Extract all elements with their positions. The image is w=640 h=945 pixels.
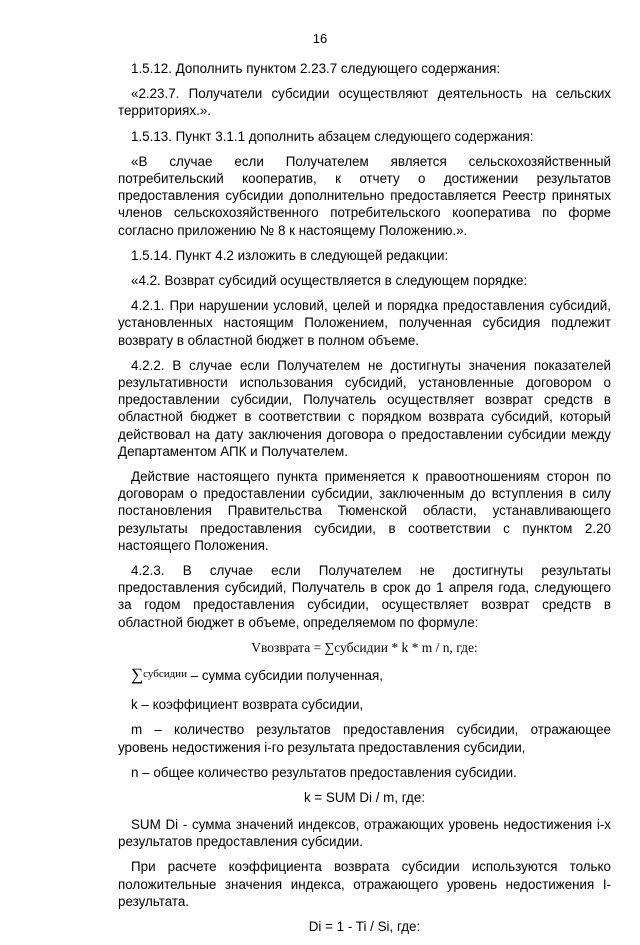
sigma-symbol: ∑ (131, 664, 144, 684)
paragraph-sigma-definition (118, 666, 611, 684)
paragraph-m-definition: m – количество результатов предоставления субсидии, отражающее уровень недостижения i-го результата предоставления субсидии, (118, 722, 611, 755)
document-body (118, 60, 611, 945)
formula-k: k = SUM Di / m, где: (303, 789, 426, 805)
paragraph-applicability: Действие настоящего пункта применяется к правоотношениям сторон по договорам о предоставлении субсидии, заключенным до вступления в силу постановления Правительства Тюменской области, устанавливающего результаты предоставления субсидии, в соответствии с пунктом 2.20 настоящего Положения. (118, 469, 611, 553)
paragraph-k-definition: k – коэффициент возврата субсидии, (131, 697, 364, 713)
paragraph-cooperative-registry: «В случае если Получателем является сельскохозяйственный потребительский кооператив, к отчету о достижении результатов предоставления субсидии дополнительно предоставляется Реестр принятых членов сельскохозяйственного потребительского кооператива по форме согласно приложению № 8 к настоящему Положению.». (118, 153, 611, 238)
paragraph-1-5-13: 1.5.13. Пункт 3.1.1 дополнить абзацем следующего содержания: (131, 128, 534, 144)
paragraph-2-23-7: «2.23.7. Получатели субсидии осуществляют деятельность на сельских территориях.». (118, 86, 611, 119)
formula-di: Di = 1 - Ti / Si, где: (308, 918, 421, 934)
paragraph-sum-di: SUM Di - сумма значений индексов, отражающих уровень недостижения i-х результатов предоставления субсидии. (118, 816, 611, 850)
page-number: 16 (312, 31, 328, 46)
paragraph-4-2-3: 4.2.3. В случае если Получателем не достигнуты результаты предоставления субсидий, Получатель в срок до 1 апреля года, следующего за годом предоставления субсидии, осуществляет возврат средств в областной бюджет в объеме, определяемом по формуле: (118, 563, 611, 630)
paragraph-positive-index: При расчете коэффициента возврата субсидии используются только положительные значения индекса, отражающего уровень недостижения I-результата. (118, 859, 611, 909)
sigma-subscript: субсидии (143, 667, 187, 680)
formula-return-volume: Vвозврата = ∑субсидии * k * m / n, где: (251, 639, 478, 655)
paragraph-4-2: «4.2. Возврат субсидий осуществляется в следующем порядке: (131, 273, 528, 289)
paragraph-n-definition: n – общее количество результатов предоставления субсидии. (131, 764, 517, 780)
paragraph-4-2-1: 4.2.1. При нарушении условий, целей и порядка предоставления субсидий, установленных настоящим Положением, полученная субсидия подлежит возврату в областной бюджет в полном объеме. (118, 298, 611, 348)
paragraph-1-5-14: 1.5.14. Пункт 4.2 изложить в следующей редакции: (131, 247, 449, 263)
paragraph-1-5-12: 1.5.12. Дополнить пунктом 2.23.7 следующего содержания: (131, 61, 501, 76)
paragraph-4-2-2: 4.2.2. В случае если Получателем не достигнуты значения показателей результативности использования субсидий, установленные договором о предоставлении субсидии, Получатель осуществляет возврат средств в областной бюджет в соответствии с порядком возврата субсидий, который действовал на дату заключения договора о предоставлении субсидии между Департаментом АПК и Получателем. (118, 357, 611, 459)
sigma-definition-text: – сумма субсидии полученная, (186, 667, 383, 683)
